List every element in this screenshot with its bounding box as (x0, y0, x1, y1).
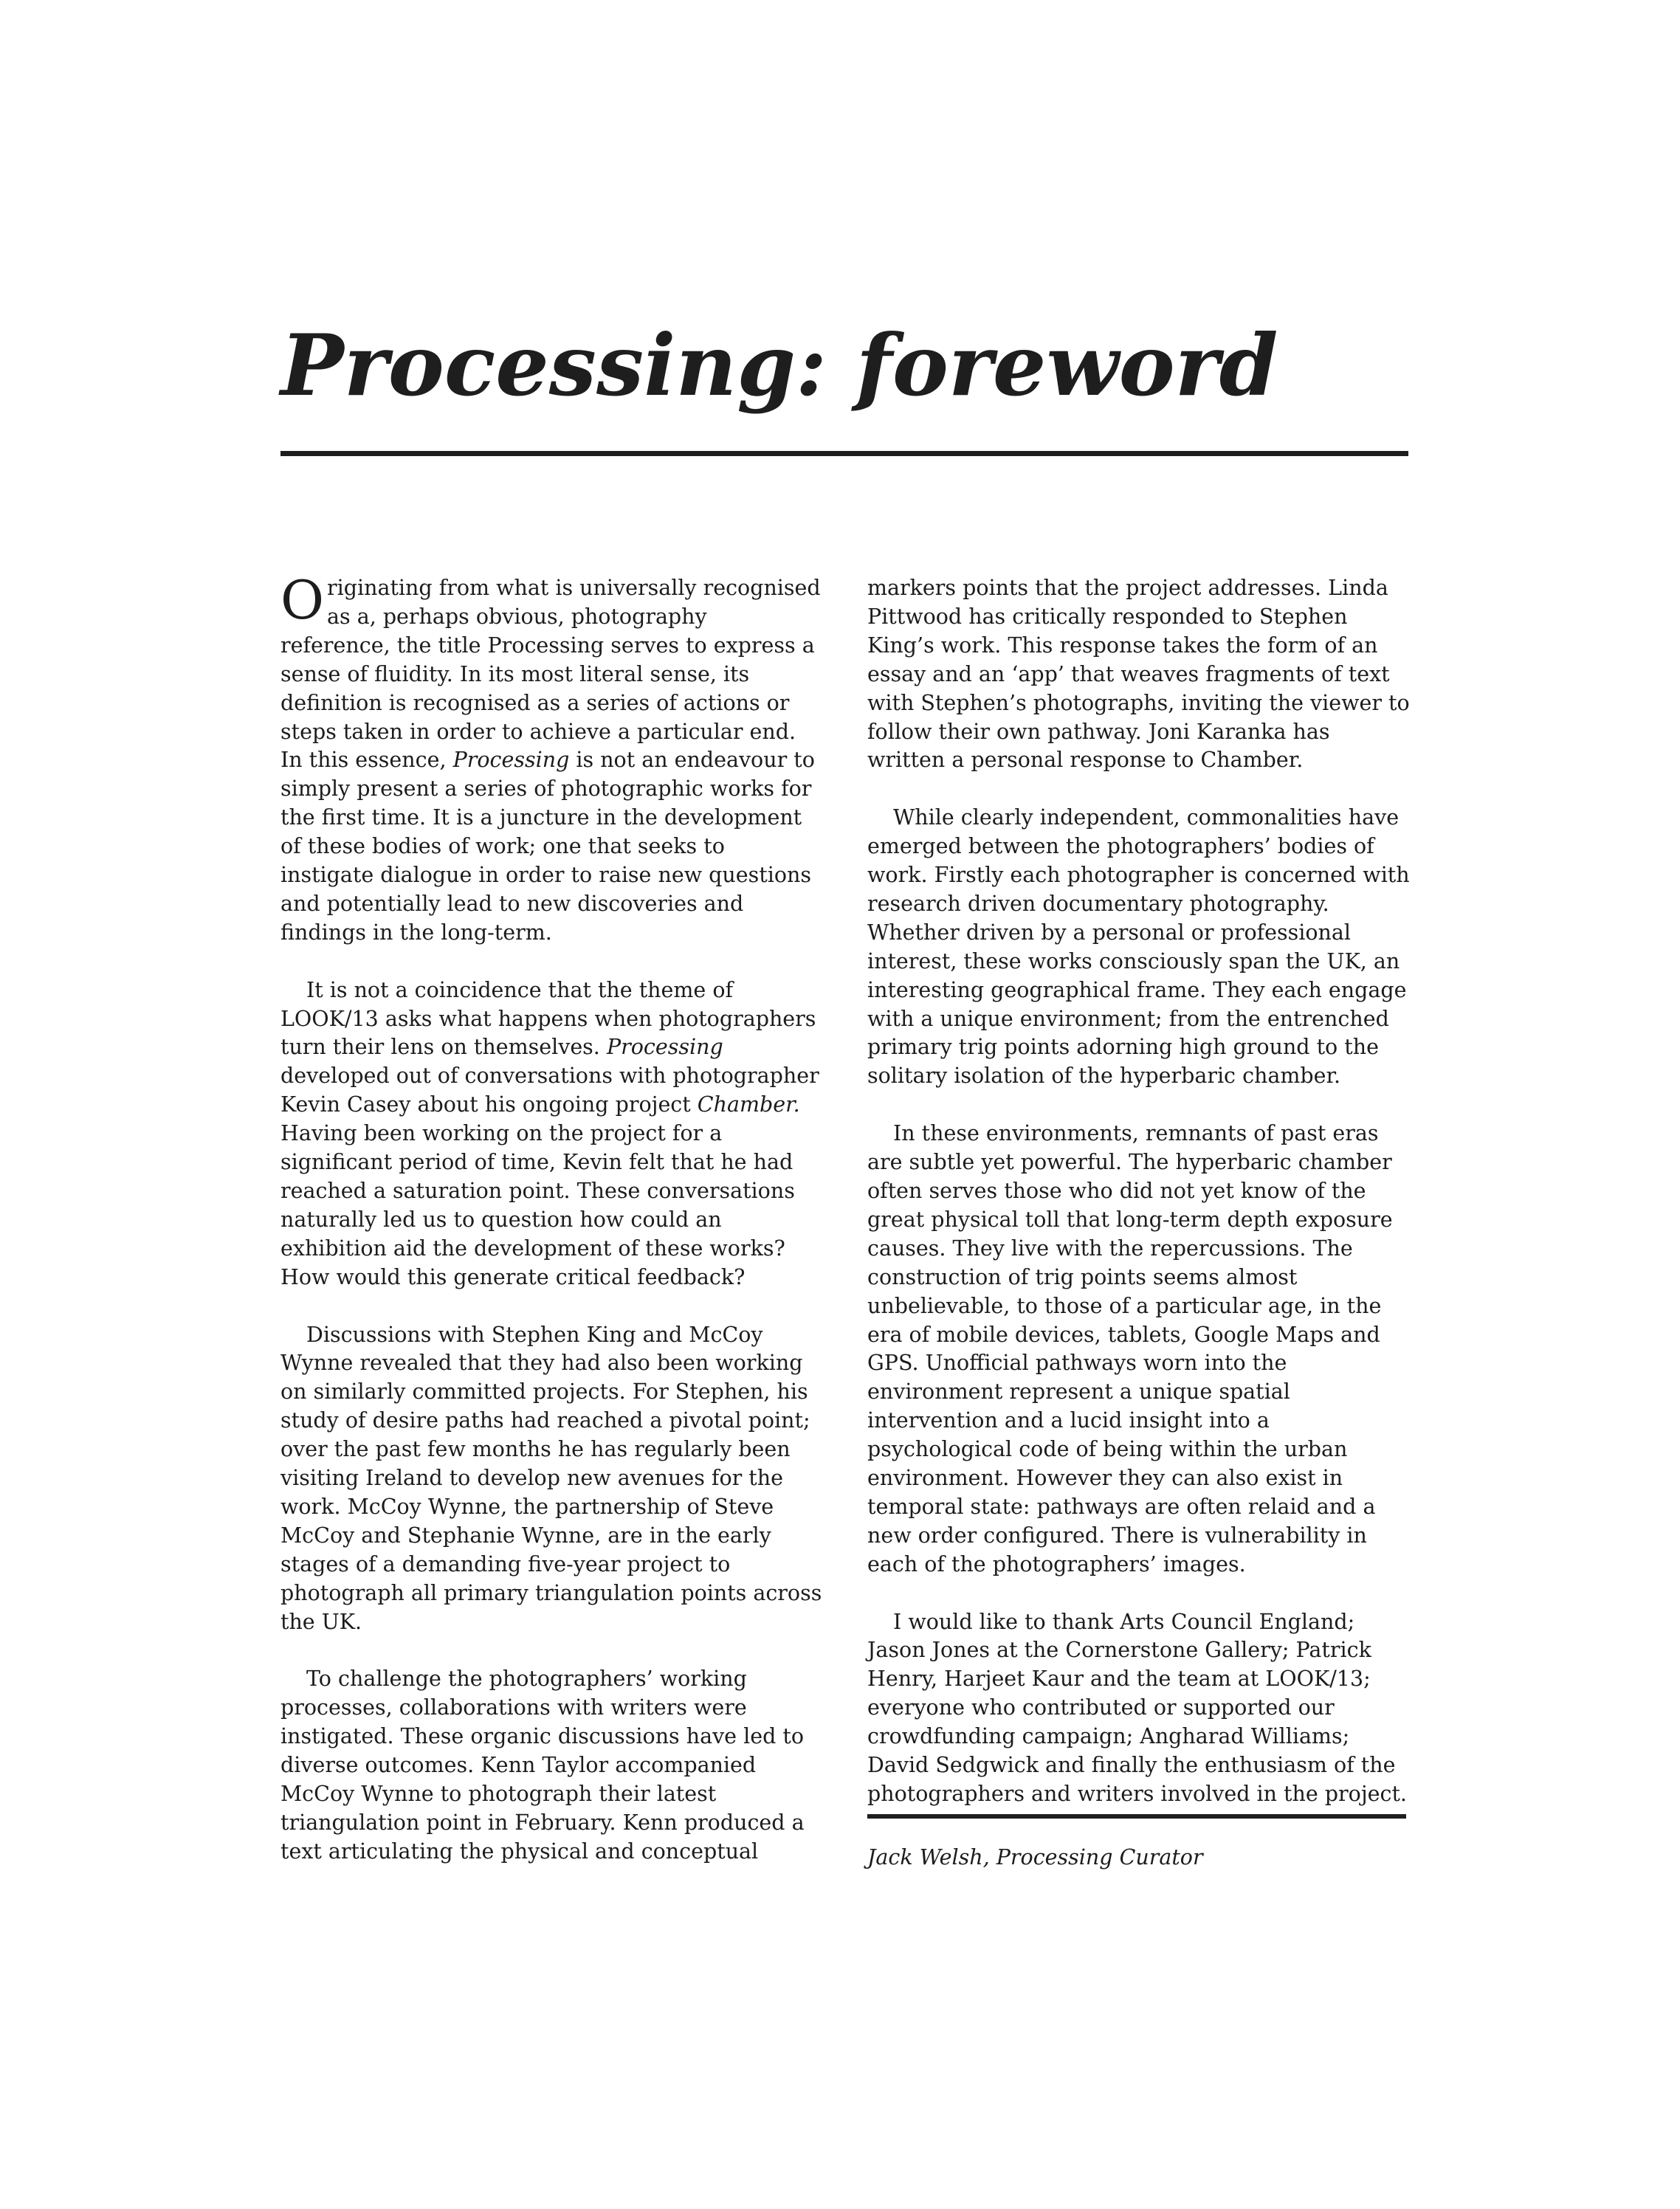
signature: Jack Welsh, Processing Curator (867, 1845, 1203, 1869)
emphasis-processing: Processing (452, 748, 570, 773)
paragraph-environments: In these environments, remnants of past eras are subtle yet powerful. The hyperbaric chamber often serves those who did not yet know of the great physical toll that long-term depth exposure causes. They live with the repercussions. The construction of trig points seems almost unbelievable, to those of a particular age, in the era of mobile devices, tablets, Google Maps and GPS. Unofficial pathways worn into the environment represent a unique spatial intervention and a lucid insight into a psychological code of being within the urban environment. However they can also exist in temporal state: pathways are often relaid and a new order configured. There is vulnerability in each of the photographers’ images. (867, 1121, 1393, 1576)
paragraph-look13-mid: developed out of conversations with photographer Kevin Casey about his ongoing project (280, 1064, 819, 1117)
left-text-column (280, 569, 823, 1895)
paragraph-markers: markers points that the project addresses. Linda Pittwood has critically responded to Stephen King’s work. This response takes the form of an essay and an ‘app’ that weaves fragments of text with Stephen’s photographs, inviting the viewer to follow their own pathway. Joni Karanka has written a personal response to Chamber. (867, 576, 1410, 773)
paragraph-look13 (280, 976, 823, 1292)
paragraph-commonalities: While clearly independent, commonalities have emerged between the photographers’ bodies of work. Firstly each photographer is concerned with research driven documentary photography. Whether driven by a personal or professional interest, these works consciously span the UK, an interesting geographical frame. They each engage with a unique environment; from the entrenched primary trig points adorning high ground to the solitary isolation of the hyperbaric chamber. (867, 805, 1410, 1089)
paragraph-look13-end: Having been working on the project for a significant period of time, Kevin felt that he had reached a saturation point. These conversations naturally led us to question how could an exhibition aid the development of these works? How would this generate critical feedback? (280, 1121, 795, 1289)
drop-cap: O (280, 569, 325, 631)
paragraph-intro-text-end: is not an endeavour to simply present a series of photographic works for the first time. It is a juncture in the development of these bodies of work; one that seeks to instigate dialogue in order to raise new questions and potentially lead to new discoveries and findings in the long-term. (280, 748, 815, 945)
title-divider (280, 451, 1408, 456)
emphasis-chamber: Chamber. (697, 1092, 800, 1117)
paragraph-discussions: Discussions with Stephen King and McCoy Wynne revealed that they had also been working on similarly committed projects. For Stephen, his study of desire paths had reached a pivotal point; over the past few months he has regularly been visiting Ireland to develop new avenues for the work. McCoy Wynne, the partnership of Steve McCoy and Stephanie Wynne, are in the early stages of a demanding five-year project to photograph all primary triangulation points across the UK. (280, 1322, 822, 1634)
paragraph-look13-text: It is not a coincidence that the theme of LOOK/13 asks what happens when photographers turn their lens on themselves. (280, 977, 816, 1060)
signature-divider (867, 1814, 1406, 1819)
paragraph-acknowledgements: I would like to thank Arts Council England; Jason Jones at the Cornerstone Gallery; Patrick Henry, Harjeet Kaur and the team at LOOK/13; everyone who contributed or supported our crowdfunding campaign; Angharad Williams; David Sedgwick and finally the enthusiasm of the photographers and writers involved in the project. (867, 1609, 1407, 1807)
paragraph-collaborations: To challenge the photographers’ working processes, collaborations with writers were instigated. These organic discussions have led to diverse outcomes. Kenn Taylor accompanied McCoy Wynne to photograph their latest triangulation point in February. Kenn produced a text articulating the physical and conceptual (280, 1667, 805, 1864)
paragraph-intro-text: riginating from what is universally recognised as a, perhaps obvious, photography reference, the title Processing serves to express a sense of fluidity. In its most literal sense, its definition is recognised as a series of actions or steps taken in order to achieve a particular end. In this essence, (280, 576, 821, 773)
page-title: Processing: foreword (280, 316, 1278, 415)
right-text-column (867, 574, 1410, 1838)
paragraph-intro (280, 569, 823, 948)
emphasis-processing: Processing (606, 1035, 723, 1060)
